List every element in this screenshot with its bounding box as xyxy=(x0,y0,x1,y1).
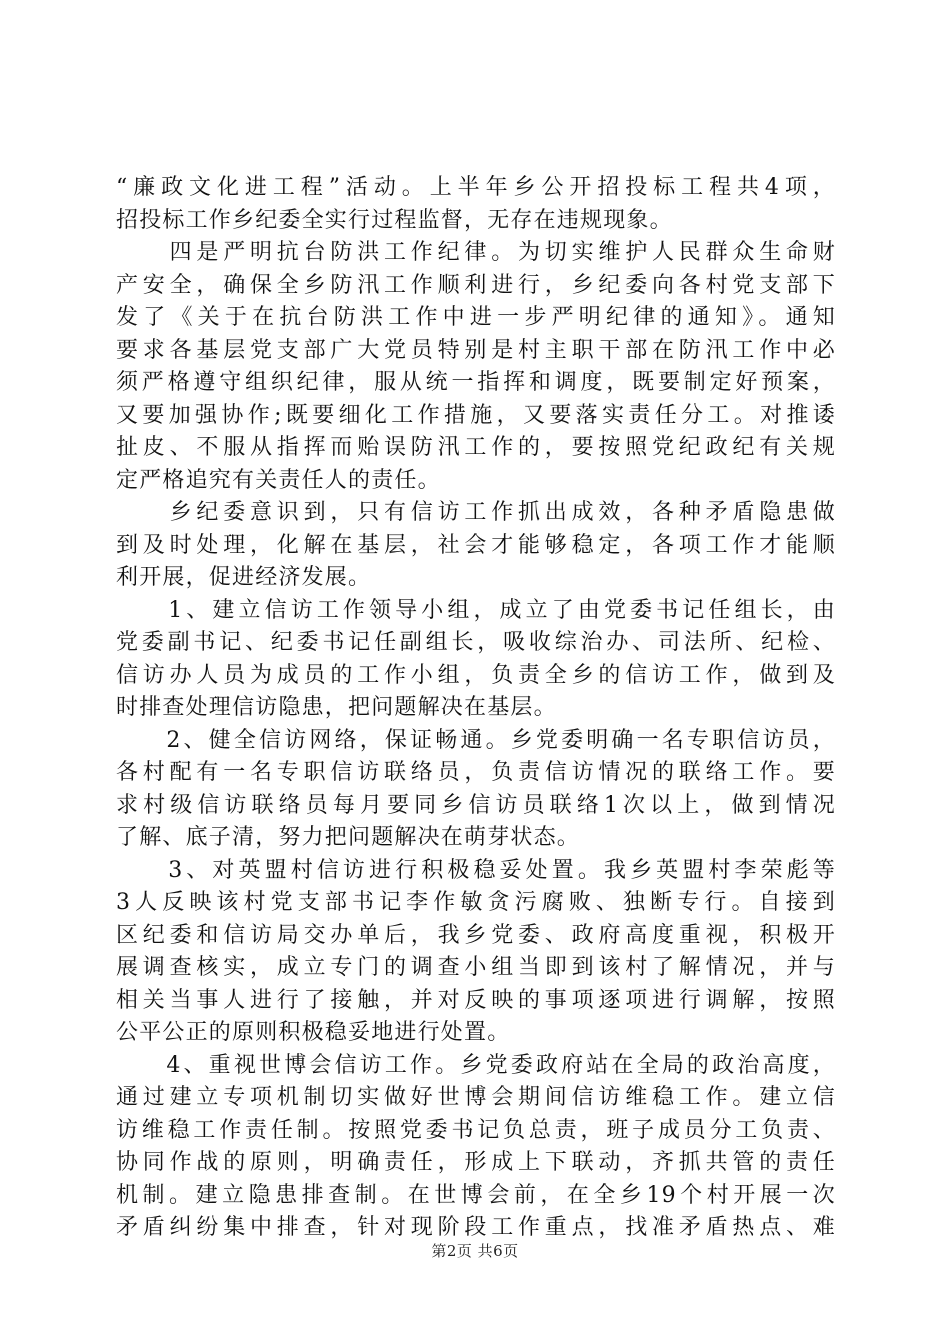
text-line: 各村配有一名专职信访联络员，负责信访情况的联络工作。要 xyxy=(116,760,836,785)
text-line: “廉政文化进工程”活动。上半年乡公开招投标工程共4项， xyxy=(116,175,836,200)
text-line: 到及时处理，化解在基层，社会才能够稳定，各项工作才能顺 xyxy=(116,532,836,558)
text-line: 要求各基层党支部广大党员特别是村主职干部在防汛工作中必 xyxy=(116,337,836,363)
text-line: 乡纪委意识到，只有信访工作抓出成效，各种矛盾隐患做 xyxy=(116,500,836,525)
text-line: 产安全，确保全乡防汛工作顺利进行，乡纪委向各村党支部下 xyxy=(116,272,836,298)
text-line: 定严格追究有关责任人的责任。 xyxy=(116,467,441,493)
text-line: 4、重视世博会信访工作。乡党委政府站在全局的政治高度， xyxy=(116,1052,836,1078)
text-line: 矛盾纠纷集中排查，针对现阶段工作重点，找准矛盾热点、难 xyxy=(116,1215,836,1240)
text-line: 须严格遵守组织纪律，服从统一指挥和调度，既要制定好预案， xyxy=(116,370,836,395)
text-line: 机制。建立隐患排查制。在世博会前，在全乡19个村开展一次 xyxy=(116,1182,836,1208)
text-line: 求村级信访联络员每月要同乡信访员联络1次以上，做到情况 xyxy=(116,792,836,818)
text-line: 协同作战的原则，明确责任，形成上下联动，齐抓共管的责任 xyxy=(116,1150,836,1175)
document-body xyxy=(116,172,836,1245)
text-line: 四是严明抗台防洪工作纪律。为切实维护人民群众生命财 xyxy=(116,240,836,265)
page-footer: 第2页 共6页 xyxy=(431,1242,519,1260)
text-line: 扯皮、不服从指挥而贻误防汛工作的，要按照党纪政纪有关规 xyxy=(116,435,836,460)
text-line: 发了《关于在抗台防洪工作中进一步严明纪律的通知》。通知 xyxy=(116,305,836,330)
text-line: 访维稳工作责任制。按照党委书记负总责，班子成员分工负责、 xyxy=(116,1117,836,1143)
text-line: 招投标工作乡纪委全实行过程监督，无存在违规现象。 xyxy=(116,207,673,233)
text-line: 展调查核实，成立专门的调查小组当即到该村了解情况，并与 xyxy=(116,955,836,980)
text-line: 3、对英盟村信访进行积极稳妥处置。我乡英盟村李荣彪等 xyxy=(116,857,836,883)
text-line: 又要加强协作;既要细化工作措施，又要落实责任分工。对推诿 xyxy=(116,402,836,428)
text-line: 1、建立信访工作领导小组，成立了由党委书记任组长，由 xyxy=(116,597,836,623)
text-line: 3人反映该村党支部书记李作敏贪污腐败、独断专行。自接到 xyxy=(116,890,836,915)
text-line: 了解、底子清，努力把问题解决在萌芽状态。 xyxy=(116,825,581,850)
text-line: 时排查处理信访隐患，把问题解决在基层。 xyxy=(116,695,557,720)
text-line: 相关当事人进行了接触，并对反映的事项逐项进行调解，按照 xyxy=(116,987,836,1013)
text-line: 信访办人员为成员的工作小组，负责全乡的信访工作，做到及 xyxy=(116,662,836,688)
text-line: 区纪委和信访局交办单后，我乡党委、政府高度重视，积极开 xyxy=(116,922,836,948)
text-line: 2、健全信访网络，保证畅通。乡党委明确一名专职信访员， xyxy=(116,727,836,753)
text-line: 党委副书记、纪委书记任副组长，吸收综治办、司法所、纪检、 xyxy=(116,630,836,655)
text-line: 通过建立专项机制切实做好世博会期间信访维稳工作。建立信 xyxy=(116,1085,836,1110)
text-line: 公平公正的原则积极稳妥地进行处置。 xyxy=(116,1020,511,1045)
text-line: 利开展，促进经济发展。 xyxy=(116,565,372,590)
